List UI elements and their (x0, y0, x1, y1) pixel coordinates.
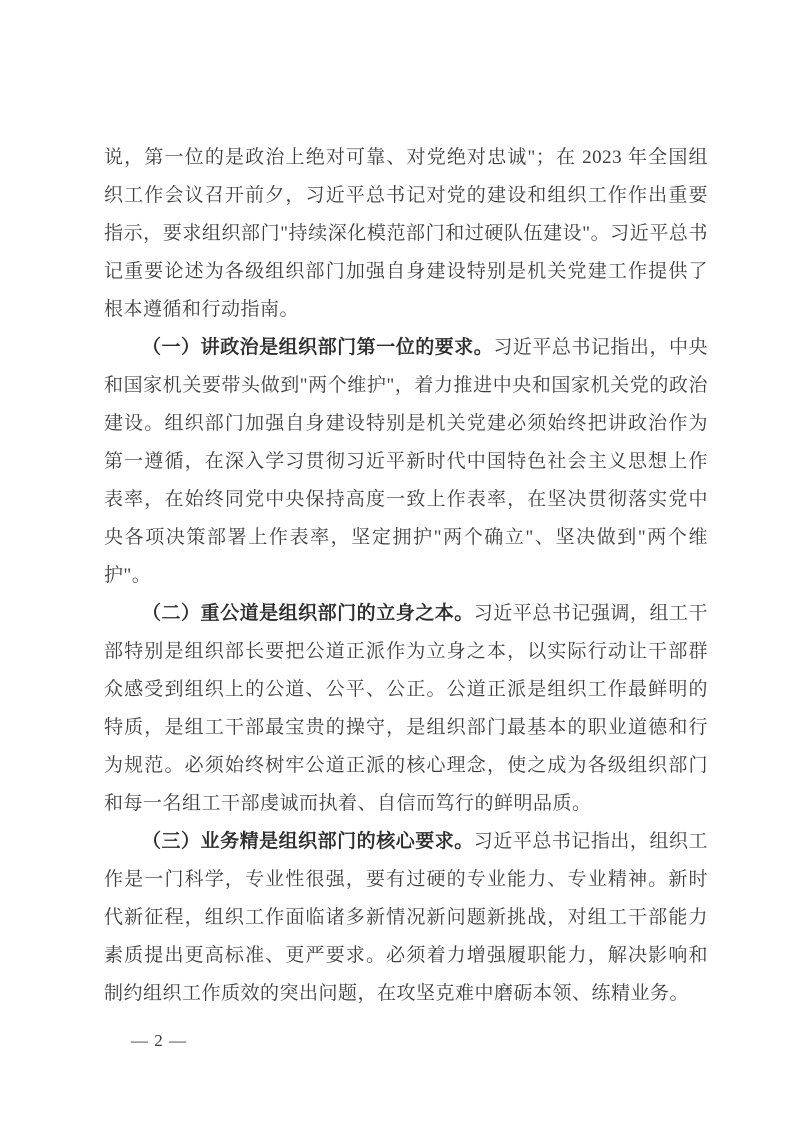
paragraph-lead: （三）业务精是组织部门的核心要求。 (142, 831, 474, 852)
paragraph-text: 习近平总书记强调，组工干部特别是组织部长要把公道正派作为立身之本，以实际行动让干部群众感受到组织上的公道、公平、公正。公道正派是组织工作最鲜明的特质，是组工干部最宝贵的操守，是组织部门最基本的职业道德和行为规范。必须始终树牢公道正派的核心理念，使之成为各级组织部门和每一名组工干部虔诚而执着、自信而笃行的鲜明品质。 (104, 603, 708, 814)
paragraph-section-2 (104, 595, 708, 823)
paragraph-continuation (104, 139, 708, 329)
paragraph-text: 习近平总书记指出，中央和国家机关要带头做到"两个维护"，着力推进中央和国家机关党的政治建设。组织部门加强自身建设特别是机关党建必须始终把讲政治作为第一遵循，在深入学习贯彻习近平新时代中国特色社会主义思想上作表率，在始终同党中央保持高度一致上作表率，在坚决贯彻落实党中央各项决策部署上作表率，坚定拥护"两个确立"、坚决做到"两个维护"。 (104, 337, 708, 586)
document-body (104, 139, 708, 1013)
page-footer (131, 1030, 187, 1052)
page-number: — 2 — (131, 1031, 187, 1050)
paragraph-text: 说，第一位的是政治上绝对可靠、对党绝对忠诚"；在 2023 年全国组织工作会议召开前夕，习近平总书记对党的建设和组织工作作出重要指示，要求组织部门"持续深化模范部门和过硬队伍建设"。习近平总书记重要论述为各级组织部门加强自身建设特别是机关党建工作提供了根本遵循和行动指南。 (104, 147, 708, 320)
paragraph-section-3 (104, 823, 708, 1013)
paragraph-lead: （一）讲政治是组织部门第一位的要求。 (142, 337, 494, 358)
paragraph-text: 习近平总书记指出，组织工作是一门科学，专业性很强，要有过硬的专业能力、专业精神。新时代新征程，组织工作面临诸多新情况新问题新挑战，对组工干部能力素质提出更高标准、更严要求。必须着力增强履职能力，解决影响和制约组织工作质效的突出问题，在攻坚克难中磨砺本领、练精业务。 (104, 831, 708, 1004)
paragraph-section-1 (104, 329, 708, 595)
paragraph-lead: （二）重公道是组织部门的立身之本。 (142, 603, 474, 624)
